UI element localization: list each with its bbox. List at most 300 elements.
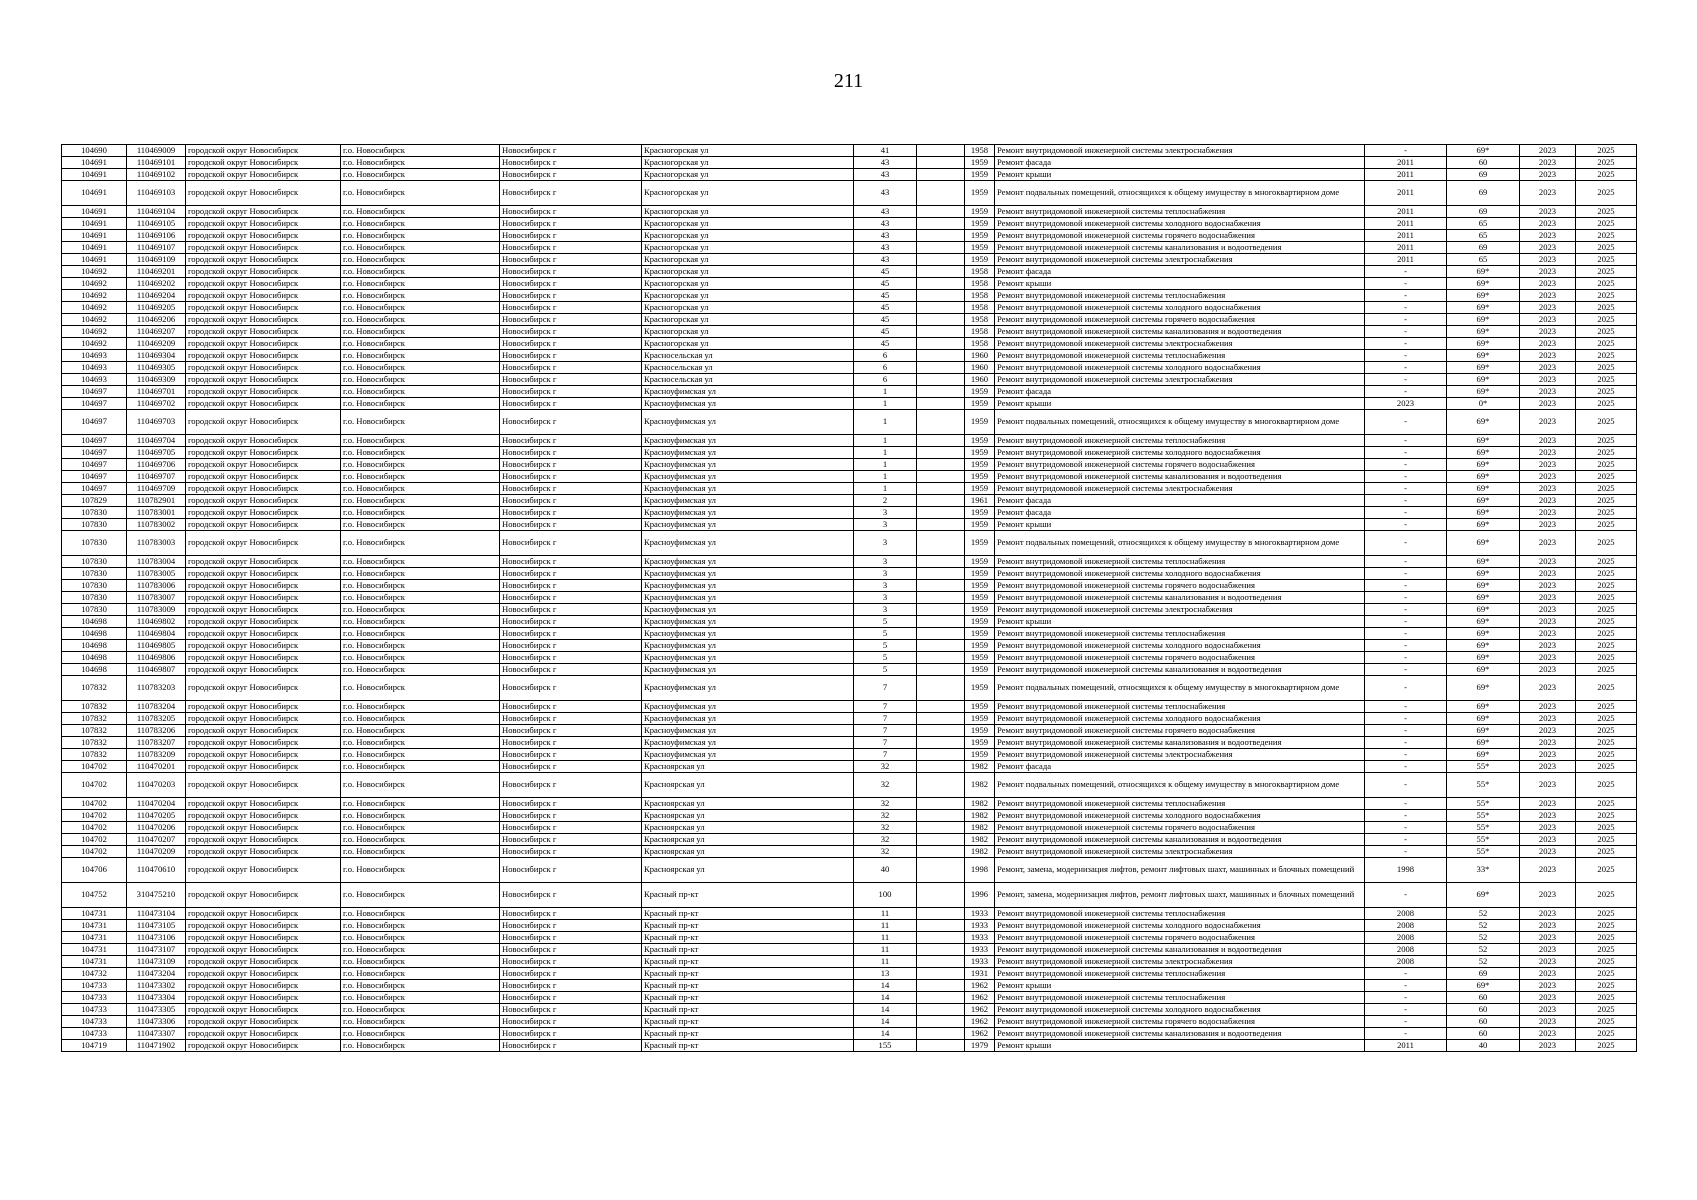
cell-street: Красноуфимская ул: [642, 604, 854, 616]
cell-object-id: 104697: [62, 471, 127, 483]
cell-work-code: 110469703: [127, 410, 186, 435]
cell-house-letter: [917, 362, 965, 374]
cell-end-year: 2025: [1576, 992, 1637, 1004]
cell-end-year: 2025: [1576, 846, 1637, 858]
cell-work-code: 110782901: [127, 495, 186, 507]
cell-wear-percent: 69*: [1447, 350, 1520, 362]
cell-street: Красноуфимская ул: [642, 386, 854, 398]
cell-municipality: г.о. Новосибирск: [341, 968, 500, 980]
cell-previous-repair-year: 2008: [1365, 908, 1447, 920]
cell-end-year: 2025: [1576, 883, 1637, 908]
cell-build-year: 1959: [965, 676, 995, 701]
cell-work-type: Ремонт, замена, модернизация лифтов, ремонт лифтовых шахт, машинных и блочных помещений: [995, 858, 1365, 883]
cell-work-code: 110783006: [127, 580, 186, 592]
cell-end-year: 2025: [1576, 398, 1637, 410]
cell-settlement: Новосибирск г: [500, 507, 642, 519]
cell-work-type: Ремонт внутридомовой инженерной системы горячего водоснабжения: [995, 580, 1365, 592]
cell-end-year: 2025: [1576, 206, 1637, 218]
cell-municipality: г.о. Новосибирск: [341, 471, 500, 483]
cell-work-type: Ремонт крыши: [995, 169, 1365, 181]
table-row: [62, 1016, 1637, 1028]
cell-settlement: Новосибирск г: [500, 798, 642, 810]
cell-settlement: Новосибирск г: [500, 628, 642, 640]
cell-municipality: г.о. Новосибирск: [341, 374, 500, 386]
cell-settlement: Новосибирск г: [500, 592, 642, 604]
cell-settlement: Новосибирск г: [500, 435, 642, 447]
cell-end-year: 2025: [1576, 1040, 1637, 1052]
cell-wear-percent: 69*: [1447, 640, 1520, 652]
cell-start-year: 2023: [1520, 519, 1576, 531]
cell-house-letter: [917, 992, 965, 1004]
cell-street: Красноуфимская ул: [642, 628, 854, 640]
cell-end-year: 2025: [1576, 459, 1637, 471]
cell-municipal-district: городской округ Новосибирск: [186, 761, 341, 773]
cell-start-year: 2023: [1520, 580, 1576, 592]
cell-municipal-district: городской округ Новосибирск: [186, 908, 341, 920]
cell-settlement: Новосибирск г: [500, 290, 642, 302]
cell-previous-repair-year: -: [1365, 507, 1447, 519]
cell-house-number: 5: [854, 616, 917, 628]
cell-street: Красноярская ул: [642, 761, 854, 773]
cell-house-letter: [917, 1016, 965, 1028]
cell-work-type: Ремонт подвальных помещений, относящихся к общему имуществу в многоквартирном доме: [995, 676, 1365, 701]
cell-work-code: 110469101: [127, 157, 186, 169]
table-row: [62, 302, 1637, 314]
cell-object-id: 104698: [62, 652, 127, 664]
cell-end-year: 2025: [1576, 266, 1637, 278]
cell-work-code: 110473204: [127, 968, 186, 980]
cell-house-number: 45: [854, 326, 917, 338]
cell-municipality: г.о. Новосибирск: [341, 169, 500, 181]
cell-wear-percent: 60: [1447, 1016, 1520, 1028]
cell-settlement: Новосибирск г: [500, 1028, 642, 1040]
cell-municipality: г.о. Новосибирск: [341, 1040, 500, 1052]
cell-wear-percent: 69*: [1447, 374, 1520, 386]
cell-settlement: Новосибирск г: [500, 992, 642, 1004]
cell-work-code: 110783203: [127, 676, 186, 701]
cell-previous-repair-year: -: [1365, 846, 1447, 858]
cell-municipal-district: городской округ Новосибирск: [186, 386, 341, 398]
cell-object-id: 104692: [62, 278, 127, 290]
cell-house-number: 32: [854, 773, 917, 798]
cell-settlement: Новосибирск г: [500, 568, 642, 580]
cell-end-year: 2025: [1576, 592, 1637, 604]
table-row: [62, 834, 1637, 846]
cell-wear-percent: 69*: [1447, 314, 1520, 326]
cell-previous-repair-year: 2011: [1365, 218, 1447, 230]
cell-start-year: 2023: [1520, 556, 1576, 568]
table-row: [62, 495, 1637, 507]
cell-municipality: г.о. Новосибирск: [341, 338, 500, 350]
cell-wear-percent: 55*: [1447, 761, 1520, 773]
cell-object-id: 104693: [62, 350, 127, 362]
table-row: [62, 290, 1637, 302]
cell-end-year: 2025: [1576, 374, 1637, 386]
cell-wear-percent: 55*: [1447, 810, 1520, 822]
cell-house-letter: [917, 181, 965, 206]
cell-previous-repair-year: 2011: [1365, 230, 1447, 242]
cell-municipal-district: городской округ Новосибирск: [186, 1004, 341, 1016]
cell-start-year: 2023: [1520, 338, 1576, 350]
cell-house-letter: [917, 556, 965, 568]
cell-house-number: 3: [854, 556, 917, 568]
cell-object-id: 104692: [62, 314, 127, 326]
cell-settlement: Новосибирск г: [500, 761, 642, 773]
cell-settlement: Новосибирск г: [500, 858, 642, 883]
cell-municipality: г.о. Новосибирск: [341, 1004, 500, 1016]
cell-previous-repair-year: 1998: [1365, 858, 1447, 883]
cell-house-letter: [917, 169, 965, 181]
cell-work-type: Ремонт крыши: [995, 980, 1365, 992]
cell-street: Красный пр-кт: [642, 980, 854, 992]
cell-work-code: 110469707: [127, 471, 186, 483]
cell-house-letter: [917, 761, 965, 773]
cell-wear-percent: 69*: [1447, 883, 1520, 908]
cell-settlement: Новосибирск г: [500, 908, 642, 920]
cell-end-year: 2025: [1576, 568, 1637, 580]
cell-house-number: 5: [854, 640, 917, 652]
cell-wear-percent: 69*: [1447, 338, 1520, 350]
cell-wear-percent: 69*: [1447, 592, 1520, 604]
cell-municipality: г.о. Новосибирск: [341, 398, 500, 410]
cell-start-year: 2023: [1520, 956, 1576, 968]
cell-house-number: 45: [854, 338, 917, 350]
cell-settlement: Новосибирск г: [500, 314, 642, 326]
cell-build-year: 1959: [965, 604, 995, 616]
cell-end-year: 2025: [1576, 858, 1637, 883]
cell-house-number: 41: [854, 145, 917, 157]
cell-street: Красноуфимская ул: [642, 664, 854, 676]
cell-house-letter: [917, 254, 965, 266]
cell-street: Красный пр-кт: [642, 992, 854, 1004]
cell-house-letter: [917, 242, 965, 254]
cell-settlement: Новосибирск г: [500, 1040, 642, 1052]
cell-municipal-district: городской округ Новосибирск: [186, 290, 341, 302]
cell-municipality: г.о. Новосибирск: [341, 592, 500, 604]
cell-municipal-district: городской округ Новосибирск: [186, 169, 341, 181]
cell-end-year: 2025: [1576, 531, 1637, 556]
cell-work-code: 110473106: [127, 932, 186, 944]
cell-house-number: 14: [854, 980, 917, 992]
cell-start-year: 2023: [1520, 206, 1576, 218]
cell-wear-percent: 52: [1447, 932, 1520, 944]
cell-municipal-district: городской округ Новосибирск: [186, 483, 341, 495]
cell-municipality: г.о. Новосибирск: [341, 761, 500, 773]
cell-settlement: Новосибирск г: [500, 737, 642, 749]
cell-end-year: 2025: [1576, 230, 1637, 242]
cell-house-number: 45: [854, 278, 917, 290]
cell-work-code: 110469807: [127, 664, 186, 676]
cell-object-id: 107832: [62, 737, 127, 749]
cell-house-number: 43: [854, 218, 917, 230]
table-row: [62, 1040, 1637, 1052]
cell-previous-repair-year: -: [1365, 676, 1447, 701]
cell-work-type: Ремонт внутридомовой инженерной системы холодного водоснабжения: [995, 920, 1365, 932]
cell-house-number: 1: [854, 398, 917, 410]
cell-house-number: 45: [854, 302, 917, 314]
cell-settlement: Новосибирск г: [500, 713, 642, 725]
cell-house-letter: [917, 471, 965, 483]
cell-street: Красноярская ул: [642, 858, 854, 883]
cell-settlement: Новосибирск г: [500, 447, 642, 459]
cell-build-year: 1959: [965, 628, 995, 640]
cell-wear-percent: 52: [1447, 908, 1520, 920]
table-body: [62, 145, 1637, 1052]
cell-start-year: 2023: [1520, 908, 1576, 920]
cell-build-year: 1982: [965, 761, 995, 773]
cell-house-letter: [917, 701, 965, 713]
cell-previous-repair-year: -: [1365, 314, 1447, 326]
cell-build-year: 1982: [965, 773, 995, 798]
cell-house-letter: [917, 580, 965, 592]
table-row: [62, 616, 1637, 628]
cell-municipal-district: городской округ Новосибирск: [186, 1016, 341, 1028]
cell-house-letter: [917, 822, 965, 834]
cell-wear-percent: 69: [1447, 181, 1520, 206]
cell-end-year: 2025: [1576, 302, 1637, 314]
cell-previous-repair-year: 2011: [1365, 181, 1447, 206]
cell-work-type: Ремонт внутридомовой инженерной системы теплоснабжения: [995, 350, 1365, 362]
cell-end-year: 2025: [1576, 157, 1637, 169]
cell-start-year: 2023: [1520, 145, 1576, 157]
cell-settlement: Новосибирск г: [500, 278, 642, 290]
cell-object-id: 104702: [62, 761, 127, 773]
table-row: [62, 206, 1637, 218]
cell-wear-percent: 33*: [1447, 858, 1520, 883]
cell-start-year: 2023: [1520, 1016, 1576, 1028]
cell-street: Красногорская ул: [642, 230, 854, 242]
cell-house-letter: [917, 507, 965, 519]
cell-end-year: 2025: [1576, 640, 1637, 652]
cell-street: Красноярская ул: [642, 834, 854, 846]
cell-work-type: Ремонт фасада: [995, 507, 1365, 519]
cell-street: Красноуфимская ул: [642, 556, 854, 568]
cell-street: Красноуфимская ул: [642, 640, 854, 652]
cell-house-number: 100: [854, 883, 917, 908]
cell-municipality: г.о. Новосибирск: [341, 1028, 500, 1040]
cell-house-letter: [917, 773, 965, 798]
cell-object-id: 107830: [62, 519, 127, 531]
cell-house-number: 7: [854, 749, 917, 761]
cell-house-letter: [917, 1040, 965, 1052]
table-row: [62, 773, 1637, 798]
cell-end-year: 2025: [1576, 664, 1637, 676]
cell-work-type: Ремонт внутридомовой инженерной системы электроснабжения: [995, 338, 1365, 350]
cell-house-number: 45: [854, 266, 917, 278]
cell-previous-repair-year: -: [1365, 1028, 1447, 1040]
cell-work-type: Ремонт внутридомовой инженерной системы электроснабжения: [995, 604, 1365, 616]
cell-previous-repair-year: -: [1365, 834, 1447, 846]
cell-settlement: Новосибирск г: [500, 218, 642, 230]
page-number: 211: [833, 70, 864, 92]
table-row: [62, 507, 1637, 519]
cell-municipal-district: городской округ Новосибирск: [186, 810, 341, 822]
cell-municipal-district: городской округ Новосибирск: [186, 676, 341, 701]
cell-object-id: 104697: [62, 459, 127, 471]
cell-start-year: 2023: [1520, 640, 1576, 652]
cell-start-year: 2023: [1520, 507, 1576, 519]
cell-end-year: 2025: [1576, 314, 1637, 326]
cell-street: Красноуфимская ул: [642, 435, 854, 447]
cell-end-year: 2025: [1576, 507, 1637, 519]
cell-work-code: 110783005: [127, 568, 186, 580]
cell-wear-percent: 55*: [1447, 822, 1520, 834]
cell-street: Красный пр-кт: [642, 968, 854, 980]
cell-street: Красноуфимская ул: [642, 483, 854, 495]
cell-municipality: г.о. Новосибирск: [341, 628, 500, 640]
cell-municipality: г.о. Новосибирск: [341, 944, 500, 956]
cell-object-id: 104697: [62, 398, 127, 410]
cell-work-type: Ремонт внутридомовой инженерной системы холодного водоснабжения: [995, 640, 1365, 652]
cell-start-year: 2023: [1520, 761, 1576, 773]
table-row: [62, 810, 1637, 822]
cell-start-year: 2023: [1520, 290, 1576, 302]
cell-house-letter: [917, 664, 965, 676]
cell-build-year: 1933: [965, 920, 995, 932]
table-row: [62, 471, 1637, 483]
cell-house-letter: [917, 932, 965, 944]
cell-work-type: Ремонт внутридомовой инженерной системы холодного водоснабжения: [995, 568, 1365, 580]
cell-work-code: 110783206: [127, 725, 186, 737]
table-row: [62, 858, 1637, 883]
cell-previous-repair-year: -: [1365, 616, 1447, 628]
cell-build-year: 1959: [965, 410, 995, 435]
cell-build-year: 1959: [965, 725, 995, 737]
cell-house-number: 3: [854, 604, 917, 616]
cell-build-year: 1960: [965, 374, 995, 386]
cell-previous-repair-year: -: [1365, 447, 1447, 459]
cell-object-id: 104731: [62, 956, 127, 968]
cell-object-id: 107832: [62, 701, 127, 713]
cell-wear-percent: 0*: [1447, 398, 1520, 410]
cell-wear-percent: 69*: [1447, 471, 1520, 483]
cell-street: Красный пр-кт: [642, 956, 854, 968]
cell-build-year: 1959: [965, 640, 995, 652]
cell-build-year: 1982: [965, 822, 995, 834]
cell-house-number: 6: [854, 362, 917, 374]
cell-object-id: 104691: [62, 242, 127, 254]
cell-municipal-district: городской округ Новосибирск: [186, 266, 341, 278]
cell-settlement: Новосибирск г: [500, 242, 642, 254]
cell-previous-repair-year: -: [1365, 435, 1447, 447]
cell-street: Красногорская ул: [642, 266, 854, 278]
cell-settlement: Новосибирск г: [500, 531, 642, 556]
cell-municipal-district: городской округ Новосибирск: [186, 822, 341, 834]
cell-house-number: 5: [854, 664, 917, 676]
cell-work-code: 110469805: [127, 640, 186, 652]
cell-end-year: 2025: [1576, 908, 1637, 920]
cell-settlement: Новосибирск г: [500, 580, 642, 592]
cell-work-code: 110469305: [127, 362, 186, 374]
cell-wear-percent: 65: [1447, 230, 1520, 242]
cell-object-id: 104731: [62, 920, 127, 932]
cell-build-year: 1962: [965, 1016, 995, 1028]
cell-work-code: 110473306: [127, 1016, 186, 1028]
cell-build-year: 1982: [965, 846, 995, 858]
cell-settlement: Новосибирск г: [500, 254, 642, 266]
cell-end-year: 2025: [1576, 737, 1637, 749]
table-row: [62, 920, 1637, 932]
cell-work-code: 110469709: [127, 483, 186, 495]
cell-work-code: 110783207: [127, 737, 186, 749]
cell-end-year: 2025: [1576, 169, 1637, 181]
cell-municipality: г.о. Новосибирск: [341, 181, 500, 206]
cell-municipality: г.о. Новосибирск: [341, 459, 500, 471]
cell-wear-percent: 69*: [1447, 664, 1520, 676]
cell-municipality: г.о. Новосибирск: [341, 290, 500, 302]
cell-settlement: Новосибирск г: [500, 302, 642, 314]
cell-house-number: 14: [854, 1016, 917, 1028]
cell-street: Красноярская ул: [642, 822, 854, 834]
cell-house-letter: [917, 410, 965, 435]
cell-start-year: 2023: [1520, 157, 1576, 169]
cell-municipality: г.о. Новосибирск: [341, 664, 500, 676]
cell-house-letter: [917, 944, 965, 956]
cell-work-code: 110471902: [127, 1040, 186, 1052]
cell-work-type: Ремонт внутридомовой инженерной системы горячего водоснабжения: [995, 459, 1365, 471]
table-row: [62, 932, 1637, 944]
cell-previous-repair-year: -: [1365, 968, 1447, 980]
table-row: [62, 326, 1637, 338]
cell-build-year: 1961: [965, 495, 995, 507]
cell-previous-repair-year: 2011: [1365, 169, 1447, 181]
cell-settlement: Новосибирск г: [500, 459, 642, 471]
cell-end-year: 2025: [1576, 676, 1637, 701]
cell-settlement: Новосибирск г: [500, 846, 642, 858]
cell-work-type: Ремонт внутридомовой инженерной системы горячего водоснабжения: [995, 932, 1365, 944]
cell-object-id: 104691: [62, 157, 127, 169]
cell-work-code: 110469009: [127, 145, 186, 157]
cell-end-year: 2025: [1576, 968, 1637, 980]
cell-street: Красноуфимская ул: [642, 737, 854, 749]
cell-wear-percent: 69*: [1447, 580, 1520, 592]
cell-build-year: 1962: [965, 992, 995, 1004]
cell-build-year: 1959: [965, 254, 995, 266]
cell-previous-repair-year: -: [1365, 519, 1447, 531]
cell-wear-percent: 60: [1447, 992, 1520, 1004]
cell-start-year: 2023: [1520, 459, 1576, 471]
cell-work-code: 110783002: [127, 519, 186, 531]
cell-house-letter: [917, 810, 965, 822]
cell-settlement: Новосибирск г: [500, 350, 642, 362]
cell-work-code: 110470201: [127, 761, 186, 773]
cell-end-year: 2025: [1576, 616, 1637, 628]
cell-municipal-district: городской округ Новосибирск: [186, 1028, 341, 1040]
cell-street: Красноуфимская ул: [642, 531, 854, 556]
cell-settlement: Новосибирск г: [500, 386, 642, 398]
cell-work-code: 110469702: [127, 398, 186, 410]
cell-settlement: Новосибирск г: [500, 206, 642, 218]
cell-work-code: 110470205: [127, 810, 186, 822]
cell-municipality: г.о. Новосибирск: [341, 230, 500, 242]
cell-previous-repair-year: 2011: [1365, 254, 1447, 266]
cell-end-year: 2025: [1576, 242, 1637, 254]
cell-wear-percent: 69*: [1447, 628, 1520, 640]
cell-street: Красный пр-кт: [642, 944, 854, 956]
cell-wear-percent: 69*: [1447, 749, 1520, 761]
cell-house-letter: [917, 278, 965, 290]
cell-end-year: 2025: [1576, 435, 1637, 447]
cell-work-type: Ремонт внутридомовой инженерной системы холодного водоснабжения: [995, 302, 1365, 314]
cell-street: Красноуфимская ул: [642, 713, 854, 725]
cell-work-type: Ремонт внутридомовой инженерной системы канализования и водоотведения: [995, 592, 1365, 604]
cell-wear-percent: 69*: [1447, 326, 1520, 338]
cell-work-type: Ремонт внутридомовой инженерной системы теплоснабжения: [995, 968, 1365, 980]
cell-settlement: Новосибирск г: [500, 230, 642, 242]
cell-previous-repair-year: 2008: [1365, 956, 1447, 968]
cell-object-id: 104731: [62, 944, 127, 956]
cell-previous-repair-year: -: [1365, 992, 1447, 1004]
